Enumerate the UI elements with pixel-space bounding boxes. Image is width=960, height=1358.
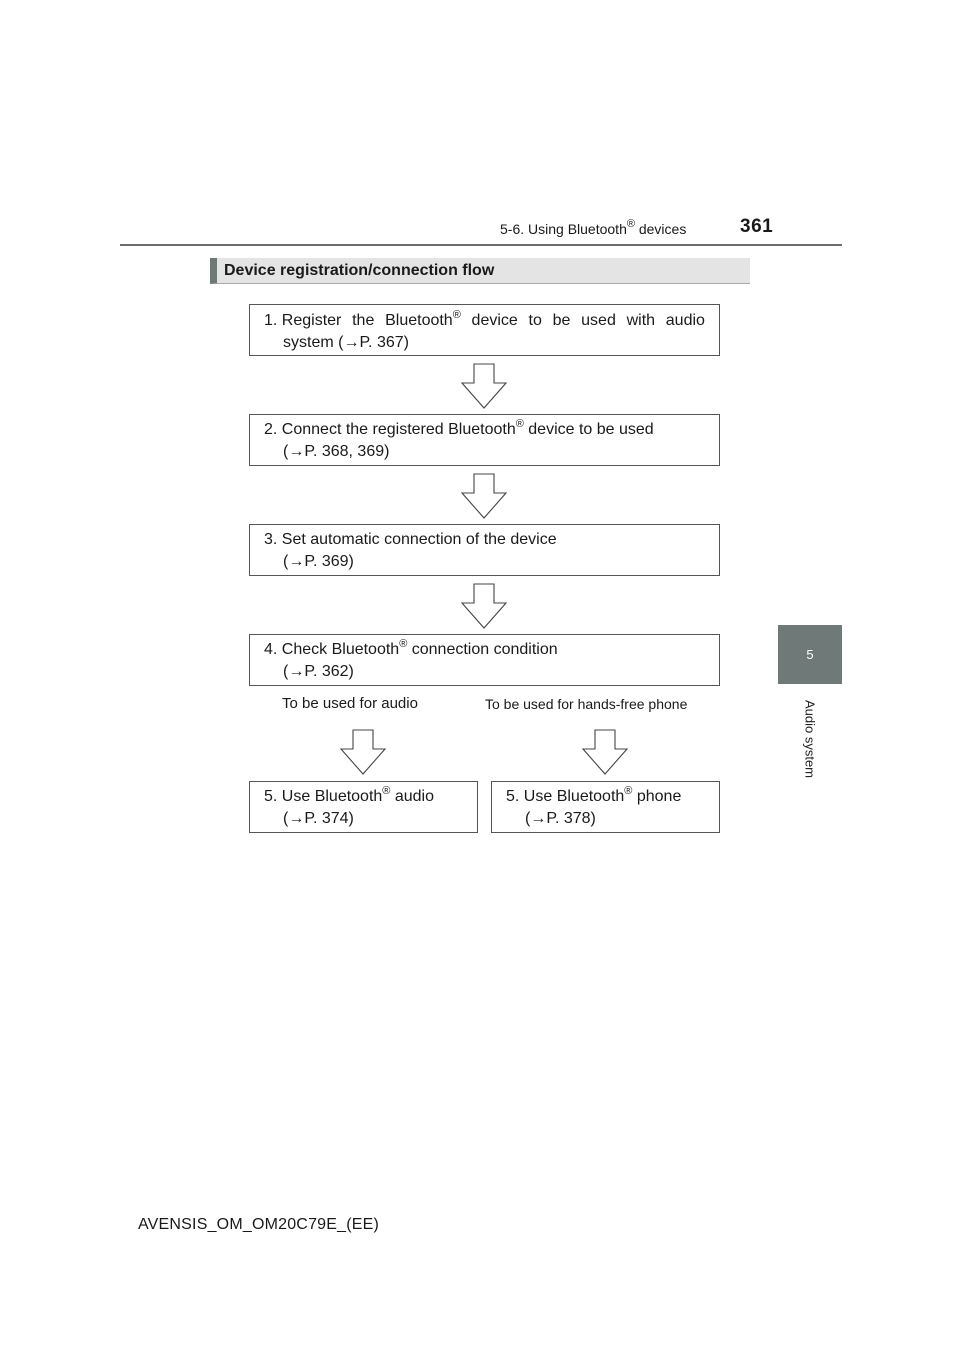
document-code: AVENSIS_OM_OM20C79E_(EE) (138, 1216, 380, 1233)
branch-label-audio: To be used for audio (282, 695, 418, 712)
running-header (500, 218, 687, 237)
step-4-line-2: (→P. 362) (283, 663, 354, 680)
word: be (552, 312, 571, 329)
chapter-title-vertical (778, 684, 842, 794)
word: to (528, 312, 542, 329)
step-1-line-2: system (→P. 367) (283, 334, 409, 351)
running-header-prefix: 5-6. Using Bluetooth (500, 221, 627, 237)
step-3-line-1: 3. Set automatic connection of the device (264, 531, 557, 548)
flow-step-4 (249, 634, 720, 686)
down-arrow-icon (461, 473, 507, 519)
step-1-line-1 (264, 310, 705, 332)
branch-label-phone: To be used for hands-free phone (485, 696, 688, 712)
step-2-line-1: 2. Connect the registered Bluetooth® device to be used (264, 417, 654, 438)
step-5-audio-line-2: (→P. 374) (283, 810, 354, 827)
chapter-number: 5 (806, 647, 814, 662)
running-header-suffix: devices (634, 221, 687, 237)
step-5-phone-line-1: 5. Use Bluetooth® phone (506, 784, 682, 805)
flow-step-5-audio (249, 781, 478, 833)
down-arrow-icon (461, 583, 507, 629)
word: Bluetooth® (385, 308, 461, 329)
word: device (471, 312, 518, 329)
flow-step-1 (249, 304, 720, 356)
word: 1. Register (264, 312, 342, 329)
step-5-audio-line-1: 5. Use Bluetooth® audio (264, 784, 434, 805)
chapter-title: Audio system (802, 699, 818, 779)
step-2-line-2: (→P. 368, 369) (283, 443, 390, 460)
section-heading: Device registration/connection flow (210, 258, 750, 284)
down-arrow-icon (582, 729, 628, 775)
word: audio (665, 312, 705, 329)
chapter-tab (778, 625, 842, 684)
registered-mark: ® (626, 218, 635, 231)
word: with (626, 312, 656, 329)
flow-step-2 (249, 414, 720, 466)
step-3-line-2: (→P. 369) (283, 553, 354, 570)
flow-step-5-phone (491, 781, 720, 833)
flow-step-3 (249, 524, 720, 576)
header-rule (120, 244, 842, 246)
word: the (352, 312, 375, 329)
down-arrow-icon (340, 729, 386, 775)
step-5-phone-line-2: (→P. 378) (525, 810, 596, 827)
page-number: 361 (740, 216, 774, 237)
word: used (581, 312, 616, 329)
step-4-line-1: 4. Check Bluetooth® connection condition (264, 637, 558, 658)
down-arrow-icon (461, 363, 507, 409)
